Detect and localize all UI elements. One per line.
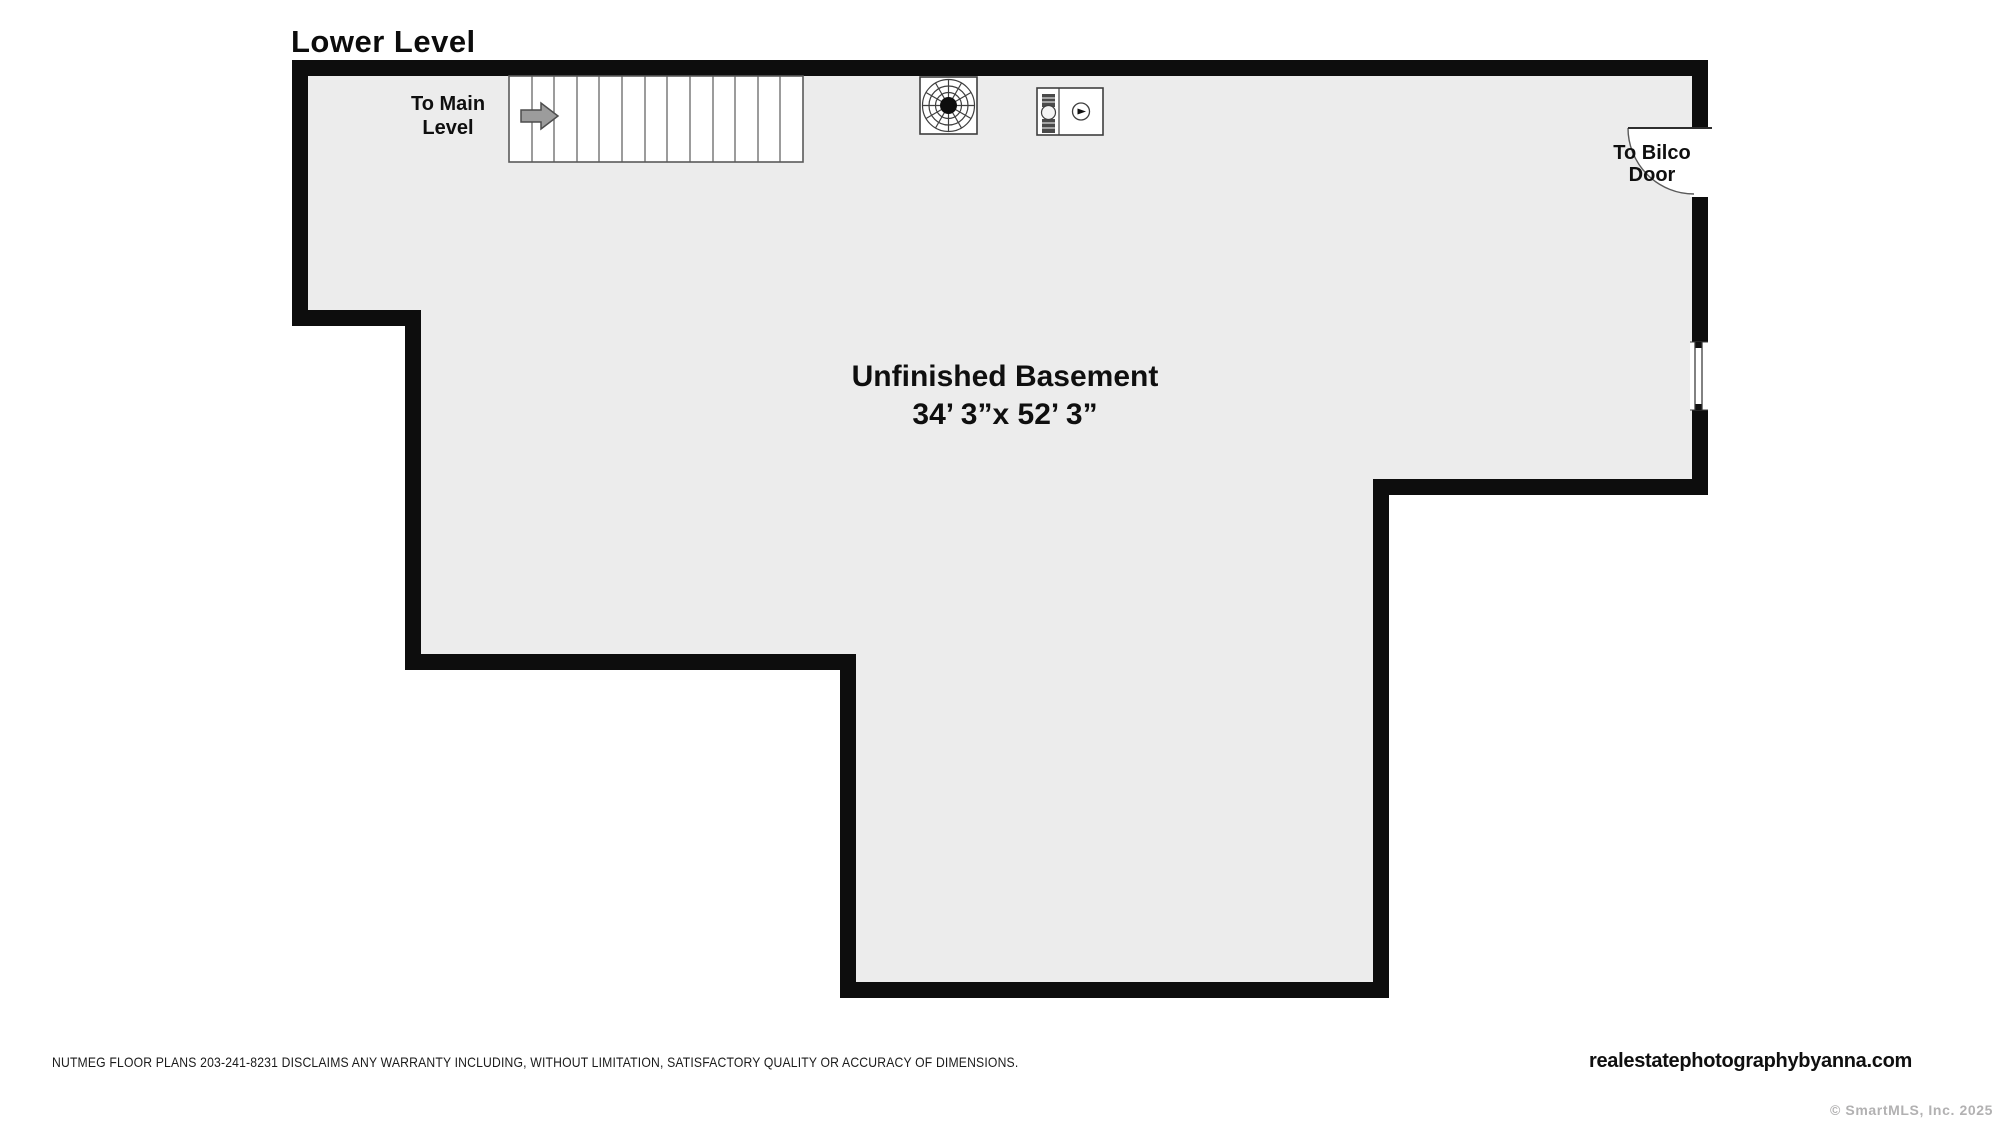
window-right-wall xyxy=(1690,342,1708,410)
stairs-label-line1: To Main xyxy=(410,93,486,115)
stairs-label-line2: Level xyxy=(422,117,474,139)
stairs-label xyxy=(392,92,504,140)
interior-floor xyxy=(308,76,1692,982)
bilco-door-label xyxy=(1593,142,1711,186)
room-name: Unfinished Basement xyxy=(851,360,1159,393)
bilco-label-line1: To Bilco xyxy=(1613,142,1691,164)
utility-meter-icon xyxy=(1037,88,1103,135)
room-label-block xyxy=(705,358,1305,434)
footer-website: realestatephotographybyanna.com xyxy=(1588,1050,1912,1072)
footer-disclaimer: NUTMEG FLOOR PLANS 203-241-8231 DISCLAIMS ANY WARRANTY INCLUDING, WITHOUT LIMITATION, SATISFACTORY QUALITY OR ACCURACY OF DIMENSIONS. xyxy=(52,1054,1019,1070)
page-title: Lower Level xyxy=(291,24,476,59)
furnace-fan-icon xyxy=(920,77,977,134)
bilco-label-line2: Door xyxy=(1628,164,1676,186)
footer-copyright: © SmartMLS, Inc. 2025 xyxy=(1830,1102,1993,1118)
room-dimensions: 34’ 3”x 52’ 3” xyxy=(912,398,1098,431)
staircase xyxy=(509,76,803,162)
